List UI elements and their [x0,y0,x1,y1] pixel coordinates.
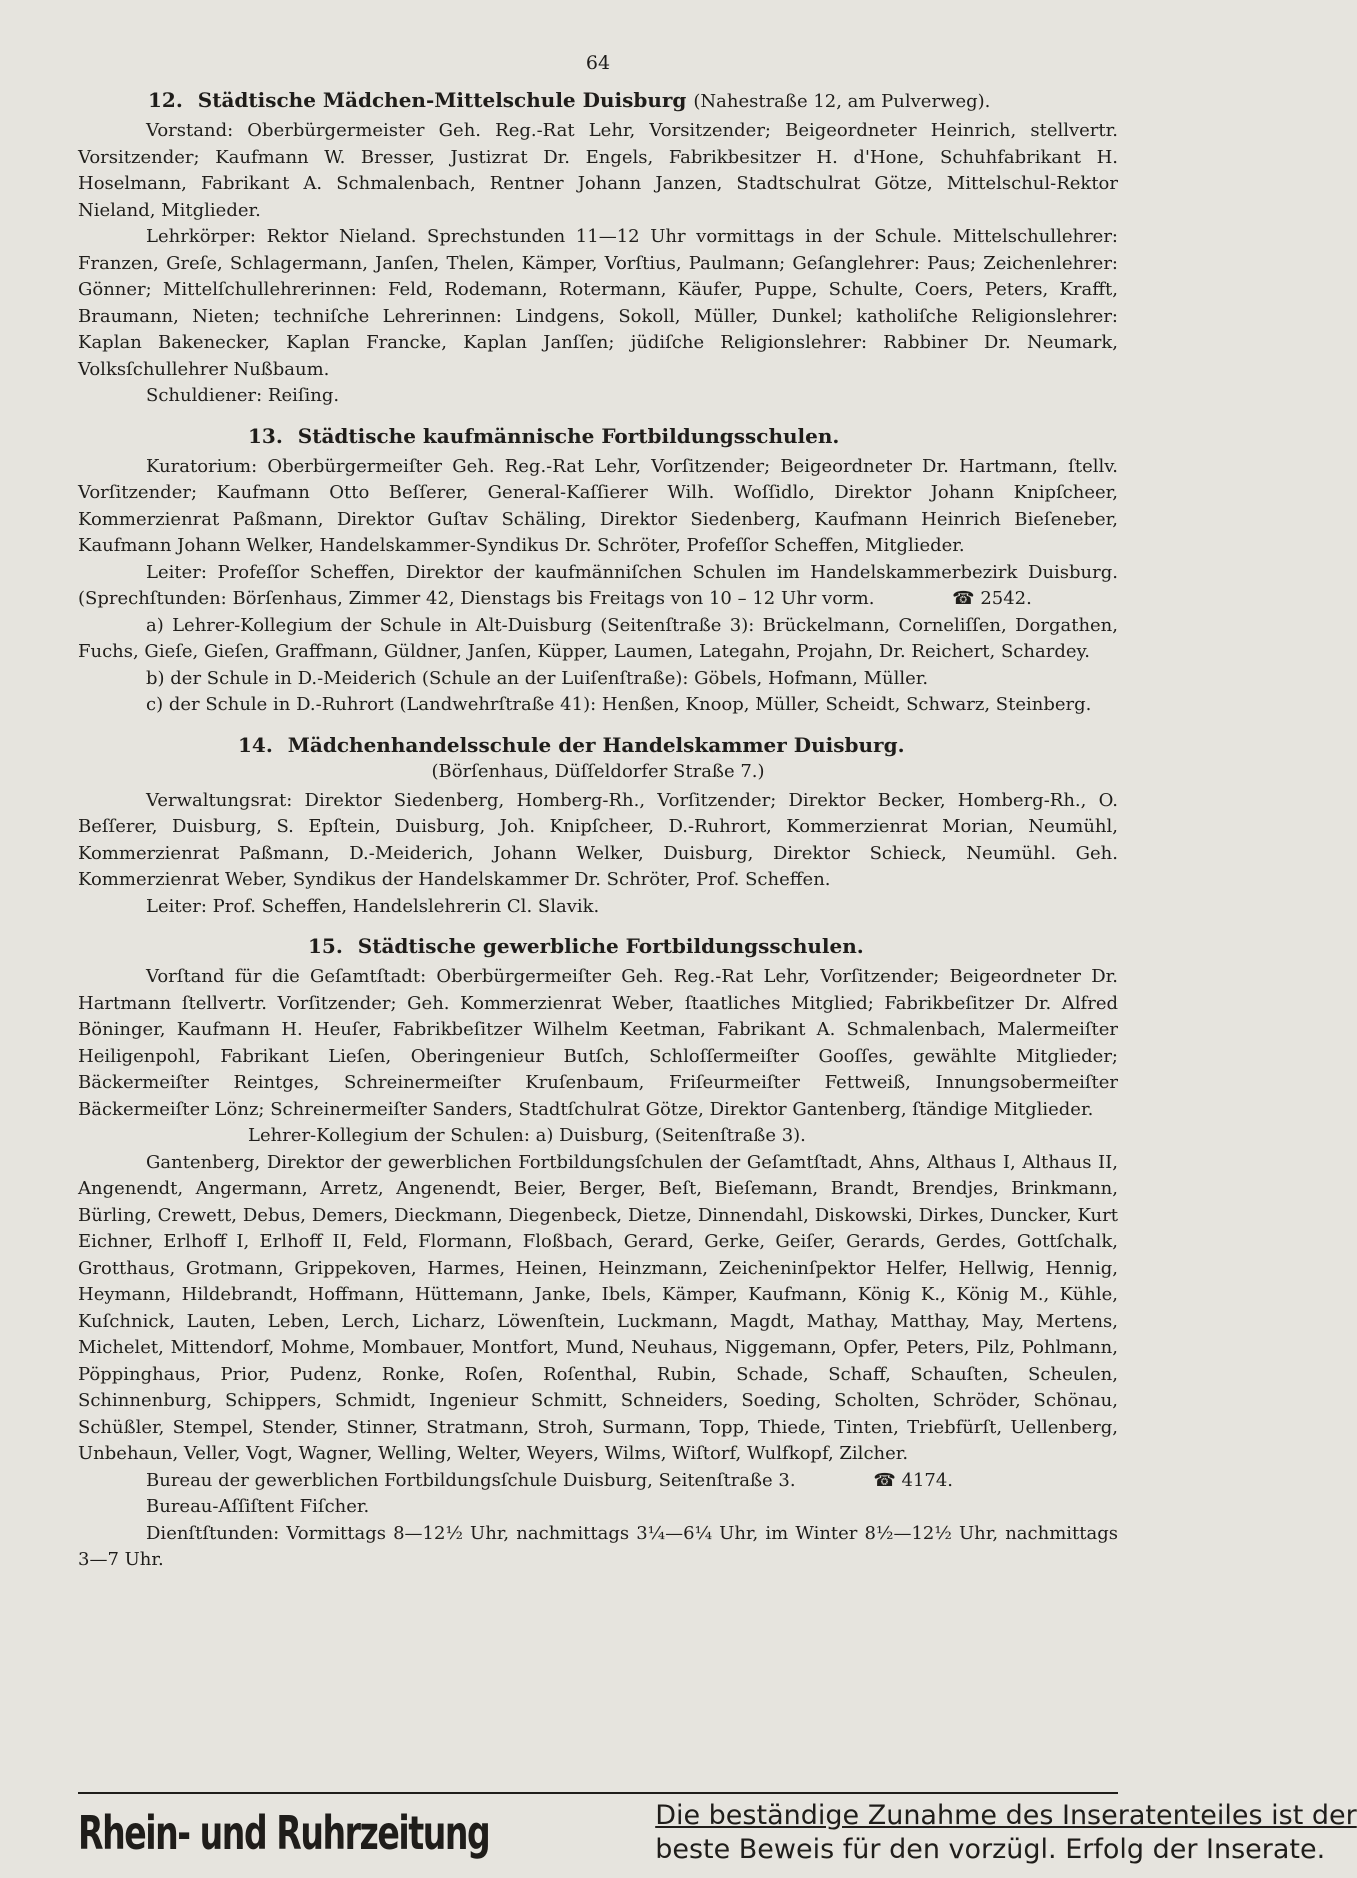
section-14-number: 14. [238,732,273,757]
section-14-board: Verwaltungsrat: Direktor Siedenberg, Homberg-Rh., Vorſitzender; Direktor Becker, Homberg-Rh., O. Beſſerer, Duisburg, S. Epſtein, Duisburg, Joh. Knipſcheer, D.-Ruhrort, Kommerzienrat Morian, Neumühl, Kommerzienrat Paßmann, D.-Meiderich, Johann Welker, Duisburg, Direktor Schieck, Neumühl. Geh. Kommerzienrat Weber, Syndikus der Handelskammer Dr. Schröter, Prof. Scheffen. [78,789,1118,890]
section-12-board: Vorstand: Oberbürgermeister Geh. Reg.-Rat Lehr, Vorsitzender; Beigeordneter Heinrich, stellvertr. Vorsitzender; Kaufmann W. Bresser, Justizrat Dr. Engels, Fabrikbesitzer H. d'Hone, Schuhfabrikant H. Hoselmann, Fabrikant A. Schmalenbach, Rentner Johann Janzen, Stadtschulrat Götze, Mittelschul-Rektor Nieland, Mitglieder. [78,120,1118,221]
section-12 [78,88,1118,410]
section-13-college-b: b) der Schule in D.-Meiderich (Schule an der Luiſenſtraße): Göbels, Hofmann, Müller. [146,667,929,689]
section-15-teacher-list: Gantenberg, Direktor der gewerblichen Fortbildungsſchulen der Geſamtſtadt, Ahns, Althaus I, Althaus II, Angenendt, Angermann, Arretz, Angenendt, Beier, Berger, Beſt, Bieſemann, Brandt, Brendjes, Brinkmann, Bürling, Crewett, Debus, Demers, Dieckmann, Diegenbeck, Dietze, Dinnendahl, Diskowski, Dirkes, Duncker, Kurt Eichner, Erlhoff I, Erlhoff II, Feld, Flormann, Floßbach, Gerard, Gerke, Geiſer, Gerards, Gerdes, Gottſchalk, Grotthaus, Grotmann, Grippekoven, Harmes, Heinen, Heinzmann, Zeicheninſpektor Helfer, Hellwig, Hennig, Heymann, Hildebrandt, Hoffmann, Hüttemann, Janke, Ibels, Kämper, Kaufmann, König K., König M., Kühle, Kuſchnick, Lauten, Leben, Lerch, Licharz, Löwenſtein, Luckmann, Magdt, Mathay, Matthay, May, Mertens, Michelet, Mittendorf, Mohme, Mombauer, Montfort, Mund, Neuhaus, Niggemann, Opfer, Peters, Pilz, Pohlmann, Pöppinghaus, Prior, Pudenz, Ronke, Roſen, Roſenthal, Rubin, Schade, Schaff, Schauſten, Scheulen, Schinnenburg, Schippers, Schmidt, Ingenieur Schmitt, Schneiders, Soeding, Scholten, Schröder, Schönau, Schüßler, Stempel, Stender, Stinner, Stratmann, Stroh, Surmann, Topp, Thiede, Tinten, Triebfürſt, Uellenberg, Unbehaun, Veller, Vogt, Wagner, Welling, Welter, Weyers, Wilms, Wiſtorf, Wulfkopf, Zilcher. [78,1151,1118,1464]
ad-slogan-line-1: Die beständige Zunahme des Inseratenteiles ist der [655,1800,1357,1831]
section-13-phone: 2542. [980,588,1032,609]
section-12-staff: Lehrkörper: Rektor Nieland. Sprechstunden 11—12 Uhr vormittags in der Schule. Mittelschullehrer: Franzen, Greſe, Schlagermann, Janſen, Thelen, Kämper, Vorſtius, Paulmann; Geſanglehrer: Paus; Zeichenlehrer: Gönner; Mittelſchullehrerinnen: Feld, Rodemann, Rotermann, Käufer, Puppe, Schulte, Coers, Peters, Krafft, Braumann, Nieten; techniſche Lehrerinnen: Lindgens, Sokoll, Müller, Dunkel; katholiſche Religionslehrer: Kaplan Bakenecker, Kaplan Francke, Kaplan Janſſen; jüdiſche Religionslehrer: Rabbiner Dr. Neumark, Volksſchullehrer Nußbaum. [78,226,1118,380]
section-13-title [248,424,1118,448]
section-15-board: Vorſtand für die Geſamtſtadt: Oberbürgermeiſter Geh. Reg.-Rat Lehr, Vorſitzender; Beigeordneter Dr. Hartmann ſtellvertr. Vorſitzender; Geh. Kommerzienrat Weber, ſtaatliches Mitglied; Fabrikbeſitzer Dr. Alfred Böninger, Kaufmann H. Heuſer, Fabrikbeſitzer Wilhelm Keetman, Fabrikant A. Schmalenbach, Malermeiſter Heiligenpohl, Fabrikant Lieſen, Oberingenieur Butſch, Schloſſermeiſter Gooſſes, gewählte Mitglieder; Bäckermeiſter Reintges, Schreinermeiſter Kruſenbaum, Friſeurmeiſter Fettweiß, Innungsobermeiſter Bäckermeiſter Lönz; Schreinermeiſter Sanders, Stadtſchulrat Götze, Direktor Gantenberg, ſtändige Mitglieder. [78,966,1118,1120]
advertisement [78,1792,1357,1872]
section-15-assistant: Bureau-Aſſiſtent Fiſcher. [146,1496,370,1517]
section-13-curatorium: Kuratorium: Oberbürgermeiſter Geh. Reg.-Rat Lehr, Vorſitzender; Beigeordneter Dr. Hartmann, ſtellv. Vorſitzender; Kaufmann Otto Beſſerer, General-Kaſſierer Wilh. Woſſidlo, Direktor Johann Knipſcheer, Kommerzienrat Paßmann, Direktor Guſtav Schäling, Direktor Siedenberg, Kaufmann Heinrich Bieſeneber, Kaufmann Johann Welker, Handelskammer-Syndikus Dr. Schröter, Profeſſor Scheffen, Mitglieder. [78,455,1118,556]
section-15-title [308,934,1118,958]
section-15-phone: 4174. [901,1469,954,1491]
section-13-leader [78,560,1118,613]
phone-icon: ☎ [873,1469,896,1491]
section-13-college-a: a) Lehrer-Kollegium der Schule in Alt-Duisburg (Seitenſtraße 3): Brückelmann, Corneliſſen, Dorgathen, Fuchs, Gieſe, Gieſen, Graffmann, Güldner, Janſen, Küpper, Laumen, Lategahn, Projahn, Dr. Reichert, Schardey. [78,614,1118,662]
section-12-number: 12. [148,88,183,112]
section-12-janitor: Schuldiener: Reiſing. [146,385,340,406]
section-13-name: Städtische kaufmännische Fortbildungsschulen. [297,423,840,448]
section-15-bureau [78,1468,1118,1495]
section-15-college-heading: Lehrer-Kollegium der Schulen: a) Duisburg, (Seitenſtraße 3). [248,1125,806,1146]
section-14-title [238,733,1118,757]
section-14-address: (Börſenhaus, Düſſeldorfer Straße 7.) [431,760,765,782]
section-13-leader-text: Leiter: Profeſſor Scheffen, Direktor der kaufmänniſchen Schulen im Handelskammerbezirk Duisburg. (Sprechſtunden: Börſenhaus, Zimmer 42, Dienstags bis Freitags von 10 – 12 Uhr vorm. [78,561,1118,609]
section-12-name: Städtische Mädchen-Mittelschule Duisburg [197,88,687,112]
section-15-hours: Dienſtſtunden: Vormittags 8—12½ Uhr, nachmittags 3¼—6¼ Uhr, im Winter 8½—12½ Uhr, nachmittags 3—7 Uhr. [78,1522,1118,1570]
ad-slogan [649,1794,1357,1872]
section-14-leader: Leiter: Prof. Scheffen, Handelslehrerin Cl. Slavik. [146,895,600,917]
section-14-name: Mädchenhandelsschule der Handelskammer Duisburg. [287,732,905,757]
section-14 [78,733,1118,921]
section-12-address: (Nahestraße 12, am Pulverweg). [693,91,991,112]
ad-newspaper-name: Rhein- und Ruhrzeitung [78,1806,490,1860]
section-15-bureau-text: Bureau der gewerblichen Fortbildungsſchule Duisburg, Seitenſtraße 3. [146,1469,796,1491]
section-15-name: Städtische gewerbliche Fortbildungsschulen. [357,934,864,958]
ad-slogan-line-2: beste Beweis für den vorzügl. Erfolg der Inserate. [655,1834,1326,1865]
section-15 [78,934,1118,1574]
section-13 [78,424,1118,719]
section-13-number: 13. [248,423,283,448]
page-number: 64 [585,52,611,74]
section-12-title [148,88,1118,112]
section-15-number: 15. [308,934,343,958]
section-13-college-c: c) der Schule in D.-Ruhrort (Landwehrſtraße 41): Henßen, Knoop, Müller, Scheidt, Schwarz, Steinberg. [146,694,1092,715]
phone-icon: ☎ [952,588,975,609]
